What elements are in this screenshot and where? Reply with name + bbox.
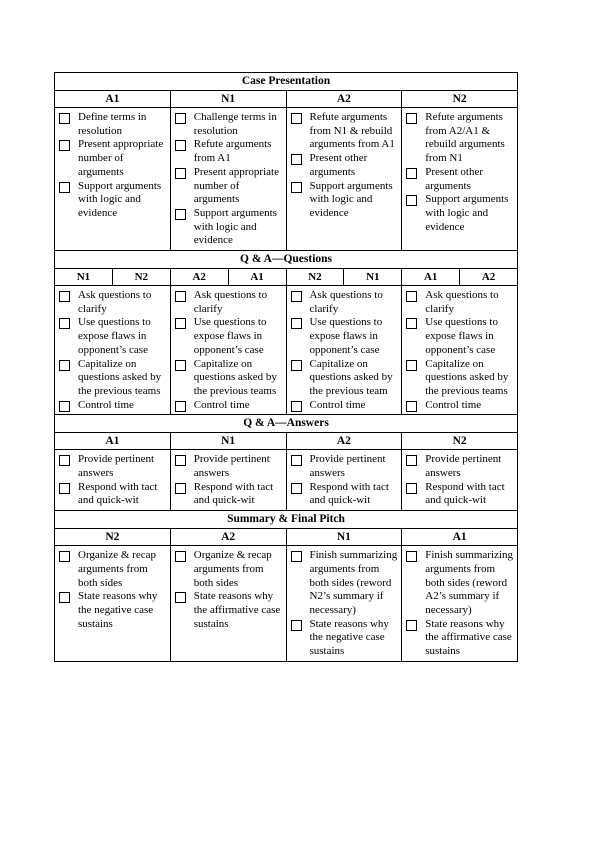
criterion-text: State reasons why the negative case sustains [78,590,158,630]
checkbox[interactable] [175,318,186,329]
criterion-text: Define terms in resolution [78,111,147,137]
speaker-header: A2 [170,529,286,546]
checklist-item [175,316,282,357]
criterion-text: Provide pertinent answers [425,453,502,480]
criterion-text: Present other arguments [309,152,368,178]
criterion-text: Capitalize on questions asked by the previous teams [425,357,509,397]
checklist [171,450,286,510]
speaker-pair [402,269,517,285]
checklist-cell [402,286,518,415]
checkbox[interactable] [406,455,417,466]
checklist-item [406,316,513,357]
checklist-item [291,399,398,413]
checklist [287,108,402,223]
criterion-text: Use questions to expose flaws in opponent’s case [193,316,267,356]
checklist-cell [170,108,286,251]
checklist [171,286,286,414]
checklist-item [291,481,398,508]
speaker-header: N1 [55,269,113,285]
checkbox[interactable] [406,318,417,329]
criterion-text: Ask questions to clarify [78,289,152,315]
section-title-row [55,415,518,433]
criterion-text: Control time [78,398,134,411]
debate-rubric-table [54,72,518,662]
section-title: Summary & Final Pitch [55,511,518,529]
criterion-text: Challenge terms in resolution [193,111,277,137]
criterion-text: Respond with tact and quick-wit [425,480,505,507]
checkbox[interactable] [59,318,70,329]
checklist-item [406,111,513,166]
checklist-cell [55,108,171,251]
checklist [402,286,517,414]
speaker-header: A2 [286,433,402,450]
criterion-text: State reasons why the affirmative case sustains [425,617,512,658]
section-title: Case Presentation [55,73,518,91]
checkbox[interactable] [59,401,70,412]
checkbox[interactable] [406,360,417,371]
criterion-text: Support arguments with logic and evidence [193,206,277,247]
speaker-header-pair [286,269,402,286]
speaker-header: N1 [170,91,286,108]
criterion-text: Respond with tact and quick-wit [193,480,274,507]
checklist-item [175,358,282,399]
criterion-text: Control time [425,398,482,411]
speaker-header: N1 [170,433,286,450]
checklist-item [59,358,166,399]
speaker-header-pair [402,269,518,286]
speaker-header: A1 [55,91,171,108]
checkbox[interactable] [406,551,417,562]
checklist-cell [286,286,402,415]
checklist-item [406,193,513,234]
speaker-header: N2 [287,269,345,285]
checkbox[interactable] [59,360,70,371]
checkbox[interactable] [291,455,302,466]
checklist-cell [55,286,171,415]
section-title-row [55,511,518,529]
criterion-text: Control time [193,398,250,411]
checklist-item [175,111,282,138]
checkbox[interactable] [406,168,417,179]
speaker-header-row [55,529,518,546]
checklist-item [59,138,166,179]
checkbox[interactable] [175,209,186,220]
criterion-text: State reasons why the negative case sustains [309,617,389,658]
checkbox[interactable] [291,620,302,631]
checklist-cell [286,108,402,251]
criterion-text: Support arguments with logic and evidence [425,193,509,233]
checklist-cell [170,546,286,662]
criterion-text: Finish summarizing arguments from both sides (reword N2’s summary if necessary) [309,549,398,616]
checklist-cell [402,108,518,251]
criterion-text: Use questions to expose flaws in opponent’s case [309,316,383,356]
criterion-text: Provide pertinent answers [193,453,270,480]
criterion-text: Organize & recap arguments from both sides [193,549,272,589]
checklist-item [291,152,398,179]
checklist [402,546,517,661]
section-title: Q & A—Answers [55,415,518,433]
criterion-text: Support arguments with logic and evidence [309,179,393,219]
section-title: Q & A—Questions [55,251,518,269]
criterion-text: State reasons why the affirmative case sustains [193,590,281,630]
checklist-cell [55,450,171,511]
checklist-cell [170,450,286,511]
checklist-item [406,358,513,399]
criterion-text: Present appropriate number of arguments [193,165,279,206]
criterion-text: Respond with tact and quick-wit [309,480,389,507]
checklist-item [291,549,398,618]
speaker-header: N2 [134,271,149,284]
checkbox[interactable] [175,551,186,562]
checklist-item [175,549,282,590]
checkbox[interactable] [291,551,302,562]
checkbox[interactable] [175,168,186,179]
checklist [55,108,170,223]
criterion-text: Organize & recap arguments from both sides [78,549,156,589]
checkbox[interactable] [59,113,70,124]
speaker-header: A1 [402,269,460,285]
checkbox[interactable] [175,483,186,494]
checklist-row [55,286,518,415]
checklist-item [59,453,166,480]
checklist-item [175,166,282,207]
speaker-header: N2 [55,529,171,546]
checklist-cell [170,286,286,415]
checklist-item [406,289,513,316]
criterion-text: Capitalize on questions asked by the previous teams [78,357,162,397]
checkbox[interactable] [406,620,417,631]
checklist-item [175,481,282,508]
speaker-header: A2 [481,271,496,284]
checkbox[interactable] [59,291,70,302]
checklist-item [59,111,166,138]
speaker-header: N2 [402,433,518,450]
checklist-cell [286,450,402,511]
speaker-pair [55,269,170,285]
checkbox[interactable] [406,113,417,124]
speaker-header: A1 [402,529,518,546]
checklist-item [291,618,398,659]
checkbox[interactable] [59,140,70,151]
checkbox[interactable] [175,140,186,151]
criterion-text: Use questions to expose flaws in opponent’s case [78,316,151,356]
criterion-text: Ask questions to clarify [425,289,499,315]
checklist-item [406,166,513,193]
checkbox[interactable] [291,401,302,412]
checkbox[interactable] [175,592,186,603]
checkbox[interactable] [291,182,302,193]
checkbox[interactable] [291,291,302,302]
criterion-text: Present appropriate number of arguments [78,138,164,178]
speaker-header: A2 [286,91,402,108]
criterion-text: Respond with tact and quick-wit [78,480,158,507]
speaker-header: N2 [402,91,518,108]
speaker-header-pair [55,269,171,286]
checklist-item [291,453,398,480]
checklist [287,450,402,510]
checklist [402,108,517,236]
criterion-text: Refute arguments from A1 [193,138,272,165]
checkbox[interactable] [59,551,70,562]
checklist-cell [402,546,518,662]
speaker-header: N1 [366,271,380,284]
checklist-item [59,590,166,631]
checkbox[interactable] [406,291,417,302]
checkbox[interactable] [175,113,186,124]
checklist-cell [402,450,518,511]
checklist [171,546,286,633]
criterion-text: Control time [309,398,366,411]
checkbox[interactable] [291,318,302,329]
speaker-header: A1 [55,433,171,450]
speaker-header: A1 [250,271,264,284]
checklist-item [291,111,398,152]
checklist-item [406,399,513,413]
checklist-item [175,453,282,480]
criterion-text: Present other arguments [425,165,483,192]
checklist-row [55,450,518,511]
criterion-text: Capitalize on questions asked by the previous teams [193,357,277,397]
checklist-item [406,618,513,659]
checklist [287,286,402,414]
checklist-item [59,481,166,508]
section-title-row [55,251,518,269]
criterion-text: Finish summarizing arguments from both sides (reword A2’s summary if necessary) [425,549,513,616]
checklist-item [175,289,282,316]
checklist-item [59,180,166,221]
checklist-cell [55,546,171,662]
checkbox[interactable] [59,455,70,466]
checklist-item [406,453,513,480]
checklist-item [175,207,282,248]
checkbox[interactable] [291,483,302,494]
checklist [287,546,402,661]
checklist-item [59,549,166,590]
speaker-header-pair [170,269,286,286]
speaker-pair [171,269,286,285]
checkbox[interactable] [291,360,302,371]
speaker-header: A2 [171,269,229,285]
checklist-item [406,549,513,618]
checkbox[interactable] [291,154,302,165]
checklist-item [175,138,282,165]
debate-rubric-sheet [54,72,517,662]
criterion-text: Ask questions to clarify [193,289,268,315]
checklist [55,546,170,633]
criterion-text: Use questions to expose flaws in opponent’s case [425,316,498,356]
checklist-item [291,180,398,221]
checklist-row [55,546,518,662]
checklist [55,286,170,414]
criterion-text: Support arguments with logic and evidence [78,179,162,219]
checklist-item [291,289,398,316]
checklist-item [406,481,513,508]
checklist-cell [286,546,402,662]
checkbox[interactable] [175,291,186,302]
criterion-text: Refute arguments from A2/A1 & rebuild arguments from N1 [425,111,505,165]
criterion-text: Refute arguments from N1 & rebuild arguments from A1 [309,111,395,151]
checklist-item [59,289,166,316]
criterion-text: Ask questions to clarify [309,289,383,315]
checklist [402,450,517,510]
criterion-text: Provide pertinent answers [309,453,386,480]
checklist-item [59,316,166,357]
checkbox[interactable] [59,592,70,603]
checkbox[interactable] [175,360,186,371]
speaker-pair [287,269,402,285]
speaker-header-row [55,269,518,286]
speaker-header-row [55,91,518,108]
checklist [55,450,170,510]
checkbox[interactable] [59,483,70,494]
checkbox[interactable] [59,182,70,193]
checkbox[interactable] [175,455,186,466]
checklist-row [55,108,518,251]
checklist-item [291,316,398,357]
checklist-item [175,399,282,413]
section-title-row [55,73,518,91]
checkbox[interactable] [175,401,186,412]
checklist-item [291,358,398,399]
checkbox[interactable] [406,483,417,494]
checklist-item [59,399,166,413]
speaker-header-row [55,433,518,450]
checkbox[interactable] [406,195,417,206]
checklist-item [175,590,282,631]
checkbox[interactable] [291,113,302,124]
criterion-text: Capitalize on questions asked by the previous team [309,357,393,397]
checklist [171,108,286,250]
checkbox[interactable] [406,401,417,412]
criterion-text: Provide pertinent answers [78,453,155,480]
speaker-header: N1 [286,529,402,546]
